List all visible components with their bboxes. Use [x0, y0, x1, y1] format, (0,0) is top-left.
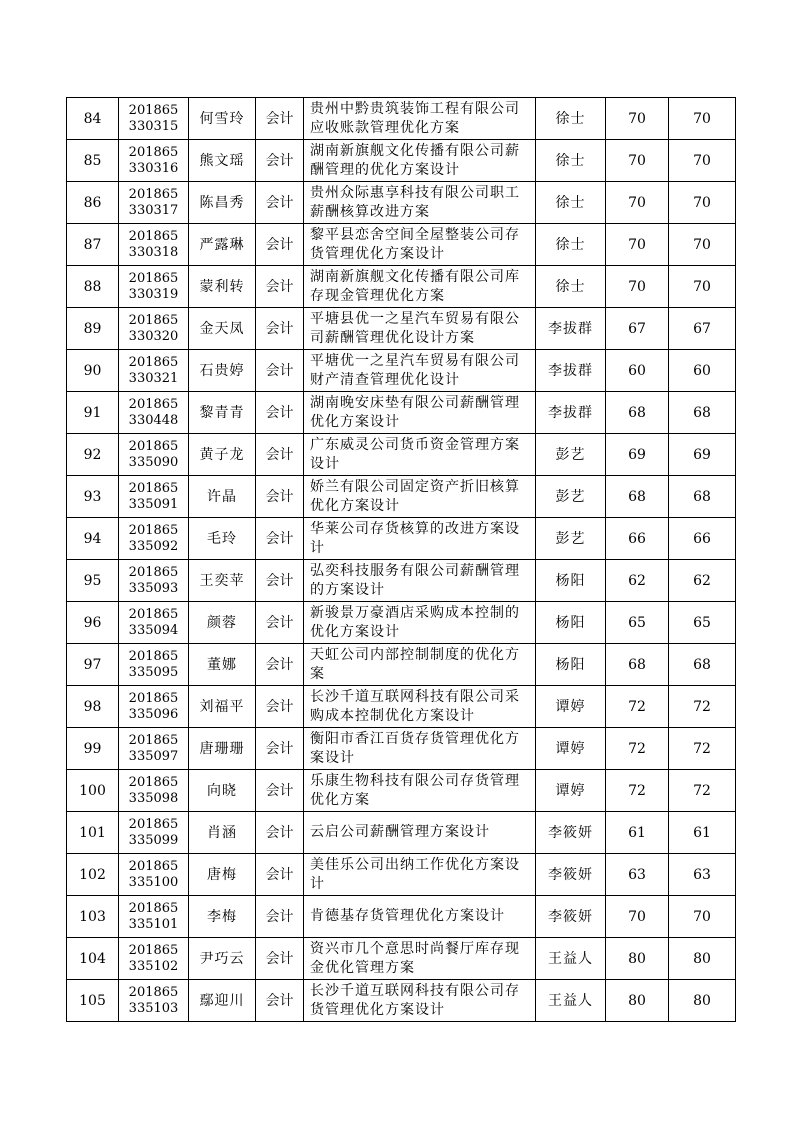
major-cell: 会计	[256, 644, 304, 686]
final-score-cell: 72	[669, 770, 736, 812]
student-name-cell: 董娜	[189, 644, 256, 686]
advisor-cell: 徐士	[536, 224, 606, 266]
table-row	[67, 938, 736, 980]
thesis-topic-cell: 贵州众际惠享科技有限公司职工薪酬核算改进方案	[304, 182, 536, 224]
advisor-cell: 徐士	[536, 266, 606, 308]
row-number-cell: 105	[67, 980, 119, 1022]
row-number-cell: 87	[67, 224, 119, 266]
final-score-cell: 66	[669, 518, 736, 560]
student-id-cell: 201865 335094	[119, 602, 189, 644]
student-id-cell: 201865 335092	[119, 518, 189, 560]
table-row	[67, 98, 736, 140]
student-name-cell: 王奕苹	[189, 560, 256, 602]
student-id-cell: 201865 330318	[119, 224, 189, 266]
student-name-cell: 鄢迎川	[189, 980, 256, 1022]
student-id-cell: 201865 335098	[119, 770, 189, 812]
student-name-cell: 黄子龙	[189, 434, 256, 476]
row-number-cell: 98	[67, 686, 119, 728]
thesis-topic-cell: 弘奕科技服务有限公司薪酬管理的方案设计	[304, 560, 536, 602]
table-row	[67, 350, 736, 392]
major-cell: 会计	[256, 938, 304, 980]
thesis-topic-cell: 衡阳市香江百货存货管理优化方案设计	[304, 728, 536, 770]
table-row	[67, 728, 736, 770]
thesis-topic-cell: 黎平县恋舍空间全屋整装公司存货管理优化方案设计	[304, 224, 536, 266]
student-name-cell: 尹巧云	[189, 938, 256, 980]
row-number-cell: 89	[67, 308, 119, 350]
student-name-cell: 李梅	[189, 896, 256, 938]
score-cell: 72	[606, 728, 669, 770]
student-name-cell: 何雪玲	[189, 98, 256, 140]
advisor-cell: 王益人	[536, 980, 606, 1022]
major-cell: 会计	[256, 728, 304, 770]
advisor-cell: 杨阳	[536, 602, 606, 644]
advisor-cell: 谭婷	[536, 728, 606, 770]
major-cell: 会计	[256, 518, 304, 560]
row-number-cell: 104	[67, 938, 119, 980]
advisor-cell: 李拔群	[536, 392, 606, 434]
student-id-cell: 201865 335097	[119, 728, 189, 770]
advisor-cell: 李筱妍	[536, 812, 606, 854]
final-score-cell: 72	[669, 686, 736, 728]
final-score-cell: 72	[669, 728, 736, 770]
major-cell: 会计	[256, 770, 304, 812]
student-name-cell: 许晶	[189, 476, 256, 518]
row-number-cell: 86	[67, 182, 119, 224]
thesis-topic-cell: 天虹公司内部控制制度的优化方案	[304, 644, 536, 686]
final-score-cell: 70	[669, 182, 736, 224]
student-id-cell: 201865 335102	[119, 938, 189, 980]
thesis-topic-cell: 湖南新旗舰文化传播有限公司薪酬管理的优化方案设计	[304, 140, 536, 182]
advisor-cell: 谭婷	[536, 770, 606, 812]
score-cell: 69	[606, 434, 669, 476]
advisor-cell: 徐士	[536, 140, 606, 182]
table-row	[67, 980, 736, 1022]
major-cell: 会计	[256, 224, 304, 266]
advisor-cell: 徐士	[536, 182, 606, 224]
student-id-cell: 201865 335099	[119, 812, 189, 854]
table-row	[67, 770, 736, 812]
student-id-cell: 201865 330315	[119, 98, 189, 140]
advisor-cell: 彭艺	[536, 434, 606, 476]
table-row	[67, 854, 736, 896]
student-name-cell: 肖涵	[189, 812, 256, 854]
student-id-cell: 201865 330448	[119, 392, 189, 434]
student-id-cell: 201865 330321	[119, 350, 189, 392]
thesis-topic-cell: 娇兰有限公司固定资产折旧核算优化方案设计	[304, 476, 536, 518]
advisor-cell: 李筱妍	[536, 896, 606, 938]
student-id-cell: 201865 330319	[119, 266, 189, 308]
major-cell: 会计	[256, 182, 304, 224]
major-cell: 会计	[256, 266, 304, 308]
table-row	[67, 686, 736, 728]
score-cell: 72	[606, 770, 669, 812]
advisor-cell: 王益人	[536, 938, 606, 980]
student-id-cell: 201865 335091	[119, 476, 189, 518]
student-id-cell: 201865 330317	[119, 182, 189, 224]
advisor-cell: 徐士	[536, 98, 606, 140]
final-score-cell: 63	[669, 854, 736, 896]
score-cell: 80	[606, 980, 669, 1022]
table-body	[67, 98, 736, 1022]
row-number-cell: 101	[67, 812, 119, 854]
student-id-cell: 201865 335103	[119, 980, 189, 1022]
thesis-topic-cell: 资兴市几个意思时尚餐厅库存现金优化管理方案	[304, 938, 536, 980]
major-cell: 会计	[256, 560, 304, 602]
row-number-cell: 95	[67, 560, 119, 602]
score-cell: 67	[606, 308, 669, 350]
row-number-cell: 94	[67, 518, 119, 560]
table-row	[67, 518, 736, 560]
advisor-cell: 彭艺	[536, 518, 606, 560]
student-id-cell: 201865 335100	[119, 854, 189, 896]
student-name-cell: 严露琳	[189, 224, 256, 266]
score-cell: 60	[606, 350, 669, 392]
table-row	[67, 140, 736, 182]
thesis-topic-cell: 广东威灵公司货币资金管理方案设计	[304, 434, 536, 476]
score-cell: 70	[606, 224, 669, 266]
major-cell: 会计	[256, 98, 304, 140]
row-number-cell: 85	[67, 140, 119, 182]
student-id-cell: 201865 330316	[119, 140, 189, 182]
score-cell: 63	[606, 854, 669, 896]
student-id-cell: 201865 330320	[119, 308, 189, 350]
row-number-cell: 96	[67, 602, 119, 644]
table-row	[67, 476, 736, 518]
score-cell: 62	[606, 560, 669, 602]
student-name-cell: 颜蓉	[189, 602, 256, 644]
student-name-cell: 向晓	[189, 770, 256, 812]
student-name-cell: 刘福平	[189, 686, 256, 728]
row-number-cell: 99	[67, 728, 119, 770]
student-name-cell: 熊文瑶	[189, 140, 256, 182]
score-cell: 68	[606, 476, 669, 518]
final-score-cell: 68	[669, 476, 736, 518]
row-number-cell: 102	[67, 854, 119, 896]
thesis-topic-cell: 新骏景万豪酒店采购成本控制的优化方案设计	[304, 602, 536, 644]
final-score-cell: 60	[669, 350, 736, 392]
advisor-cell: 李拔群	[536, 308, 606, 350]
student-name-cell: 唐梅	[189, 854, 256, 896]
student-id-cell: 201865 335095	[119, 644, 189, 686]
row-number-cell: 103	[67, 896, 119, 938]
student-id-cell: 201865 335093	[119, 560, 189, 602]
score-cell: 80	[606, 938, 669, 980]
advisor-cell: 李筱妍	[536, 854, 606, 896]
final-score-cell: 80	[669, 938, 736, 980]
final-score-cell: 68	[669, 392, 736, 434]
advisor-cell: 杨阳	[536, 560, 606, 602]
table-row	[67, 182, 736, 224]
table-row	[67, 434, 736, 476]
final-score-cell: 70	[669, 266, 736, 308]
row-number-cell: 84	[67, 98, 119, 140]
grade-table	[66, 97, 736, 1022]
score-cell: 70	[606, 896, 669, 938]
major-cell: 会计	[256, 140, 304, 182]
major-cell: 会计	[256, 980, 304, 1022]
advisor-cell: 李拔群	[536, 350, 606, 392]
student-name-cell: 黎青青	[189, 392, 256, 434]
score-cell: 70	[606, 98, 669, 140]
advisor-cell: 彭艺	[536, 476, 606, 518]
thesis-topic-cell: 平塘县优一之星汽车贸易有限公司薪酬管理优化设计方案	[304, 308, 536, 350]
thesis-topic-cell: 华莱公司存货核算的改进方案设计	[304, 518, 536, 560]
thesis-topic-cell: 乐康生物科技有限公司存货管理优化方案	[304, 770, 536, 812]
table-row	[67, 266, 736, 308]
score-cell: 66	[606, 518, 669, 560]
final-score-cell: 65	[669, 602, 736, 644]
final-score-cell: 70	[669, 896, 736, 938]
score-cell: 68	[606, 644, 669, 686]
final-score-cell: 80	[669, 980, 736, 1022]
table-row	[67, 812, 736, 854]
thesis-topic-cell: 贵州中黔贵筑装饰工程有限公司应收账款管理优化方案	[304, 98, 536, 140]
student-name-cell: 金天凤	[189, 308, 256, 350]
advisor-cell: 杨阳	[536, 644, 606, 686]
student-name-cell: 唐珊珊	[189, 728, 256, 770]
final-score-cell: 70	[669, 140, 736, 182]
final-score-cell: 69	[669, 434, 736, 476]
table-row	[67, 644, 736, 686]
major-cell: 会计	[256, 686, 304, 728]
major-cell: 会计	[256, 602, 304, 644]
row-number-cell: 100	[67, 770, 119, 812]
row-number-cell: 88	[67, 266, 119, 308]
table-row	[67, 224, 736, 266]
score-cell: 72	[606, 686, 669, 728]
major-cell: 会计	[256, 350, 304, 392]
major-cell: 会计	[256, 896, 304, 938]
row-number-cell: 91	[67, 392, 119, 434]
score-cell: 65	[606, 602, 669, 644]
score-cell: 70	[606, 266, 669, 308]
major-cell: 会计	[256, 812, 304, 854]
major-cell: 会计	[256, 308, 304, 350]
table-row	[67, 560, 736, 602]
score-cell: 68	[606, 392, 669, 434]
student-name-cell: 毛玲	[189, 518, 256, 560]
table-row	[67, 602, 736, 644]
student-id-cell: 201865 335090	[119, 434, 189, 476]
student-id-cell: 201865 335096	[119, 686, 189, 728]
table-row	[67, 308, 736, 350]
score-cell: 70	[606, 182, 669, 224]
major-cell: 会计	[256, 854, 304, 896]
row-number-cell: 93	[67, 476, 119, 518]
thesis-topic-cell: 云启公司薪酬管理方案设计	[304, 812, 536, 854]
student-name-cell: 陈昌秀	[189, 182, 256, 224]
table-row	[67, 392, 736, 434]
final-score-cell: 67	[669, 308, 736, 350]
thesis-topic-cell: 长沙千道互联网科技有限公司采购成本控制优化方案设计	[304, 686, 536, 728]
thesis-topic-cell: 湖南新旗舰文化传播有限公司库存现金管理优化方案	[304, 266, 536, 308]
advisor-cell: 谭婷	[536, 686, 606, 728]
row-number-cell: 92	[67, 434, 119, 476]
student-name-cell: 蒙利转	[189, 266, 256, 308]
table-row	[67, 896, 736, 938]
major-cell: 会计	[256, 476, 304, 518]
student-name-cell: 石贵婷	[189, 350, 256, 392]
thesis-topic-cell: 湖南晚安床垫有限公司薪酬管理优化方案设计	[304, 392, 536, 434]
thesis-topic-cell: 肯德基存货管理优化方案设计	[304, 896, 536, 938]
major-cell: 会计	[256, 434, 304, 476]
final-score-cell: 70	[669, 224, 736, 266]
score-cell: 70	[606, 140, 669, 182]
thesis-topic-cell: 长沙千道互联网科技有限公司存货管理优化方案设计	[304, 980, 536, 1022]
row-number-cell: 97	[67, 644, 119, 686]
final-score-cell: 62	[669, 560, 736, 602]
final-score-cell: 68	[669, 644, 736, 686]
thesis-topic-cell: 平塘优一之星汽车贸易有限公司财产清查管理优化设计	[304, 350, 536, 392]
row-number-cell: 90	[67, 350, 119, 392]
thesis-topic-cell: 美佳乐公司出纳工作优化方案设计	[304, 854, 536, 896]
final-score-cell: 61	[669, 812, 736, 854]
major-cell: 会计	[256, 392, 304, 434]
student-id-cell: 201865 335101	[119, 896, 189, 938]
score-cell: 61	[606, 812, 669, 854]
final-score-cell: 70	[669, 98, 736, 140]
